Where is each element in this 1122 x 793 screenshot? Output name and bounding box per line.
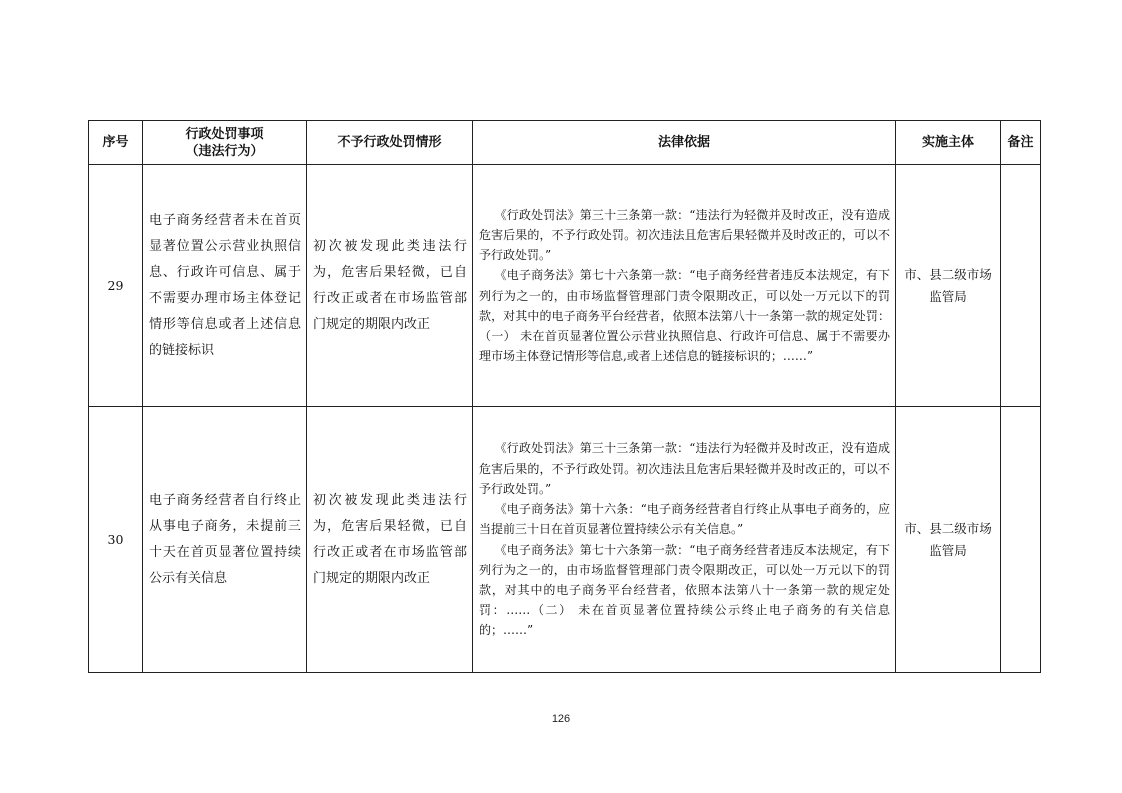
row-remarks [1001, 407, 1041, 673]
table-row [89, 407, 1041, 673]
table-row [89, 165, 1041, 407]
legal-basis-paragraph: 《电子商务法》第十六条：“电子商务经营者自行终止从事电子商务的，应当提前三十日在首页显著位置持续公示有关信息。” [479, 502, 890, 537]
row-authority: 市、县二级市场监管局 [896, 407, 1001, 673]
legal-basis-paragraph: 《电子商务法》第七十六条第一款：“电子商务经营者违反本法规定，有下列行为之一的，由市场监督管理部门责令限期改正，可以处一万元以下的罚款，对其中的电子商务平台经营者，依照本法第八十一条第一款的规定处罚：（一） 未在首页显著位置公示营业执照信息、行政许可信息、属于不需要办理市场主体登记情形等信息,或者上述信息的链接标识的；……” [479, 268, 890, 364]
row-legal-basis [473, 407, 896, 673]
penalty-table [88, 120, 1041, 673]
header-legal-basis: 法律依据 [473, 121, 896, 165]
row-no-penalty-case: 初次被发现此类违法行为，危害后果轻微，已自行改正或者在市场监管部门规定的期限内改正 [307, 407, 473, 673]
header-index: 序号 [89, 121, 143, 165]
page-number: 126 [551, 713, 571, 725]
legal-basis-paragraph: 《行政处罚法》第三十三条第一款：“违法行为轻微并及时改正，没有造成危害后果的，不予行政处罚。初次违法且危害后果轻微并及时改正的，可以不予行政处罚。” [479, 441, 890, 496]
row-legal-basis [473, 165, 896, 407]
row-authority: 市、县二级市场监管局 [896, 165, 1001, 407]
row-index: 29 [89, 165, 143, 407]
legal-basis-paragraph: 《电子商务法》第七十六条第一款：“电子商务经营者违反本法规定，有下列行为之一的，由市场监督管理部门责令限期改正，可以处一万元以下的罚款，对其中的电子商务平台经营者，依照本法第八十一条第一款的规定处罚：……（二） 未在首页显著位置持续公示终止电子商务的有关信息的；……” [479, 542, 890, 638]
row-item: 电子商务经营者未在首页显著位置公示营业执照信息、行政许可信息、属于不需要办理市场主体登记情形等信息或者上述信息的链接标识 [143, 165, 307, 407]
header-no-penalty-case: 不予行政处罚情形 [307, 121, 473, 165]
header-remarks: 备注 [1001, 121, 1041, 165]
header-item-line2: （违法行为） [185, 143, 264, 159]
row-index: 30 [89, 407, 143, 673]
header-item [143, 121, 307, 165]
row-item: 电子商务经营者自行终止从事电子商务，未提前三十天在首页显著位置持续公示有关信息 [143, 407, 307, 673]
legal-basis-paragraph: 《行政处罚法》第三十三条第一款：“违法行为轻微并及时改正，没有造成危害后果的，不予行政处罚。初次违法且危害后果轻微并及时改正的，可以不予行政处罚。” [479, 207, 890, 263]
table-header-row [89, 121, 1041, 165]
row-remarks [1001, 165, 1041, 407]
header-authority: 实施主体 [896, 121, 1001, 165]
header-item-line1: 行政处罚事项 [185, 126, 264, 142]
row-no-penalty-case: 初次被发现此类违法行为，危害后果轻微，已自行改正或者在市场监管部门规定的期限内改正 [307, 165, 473, 407]
